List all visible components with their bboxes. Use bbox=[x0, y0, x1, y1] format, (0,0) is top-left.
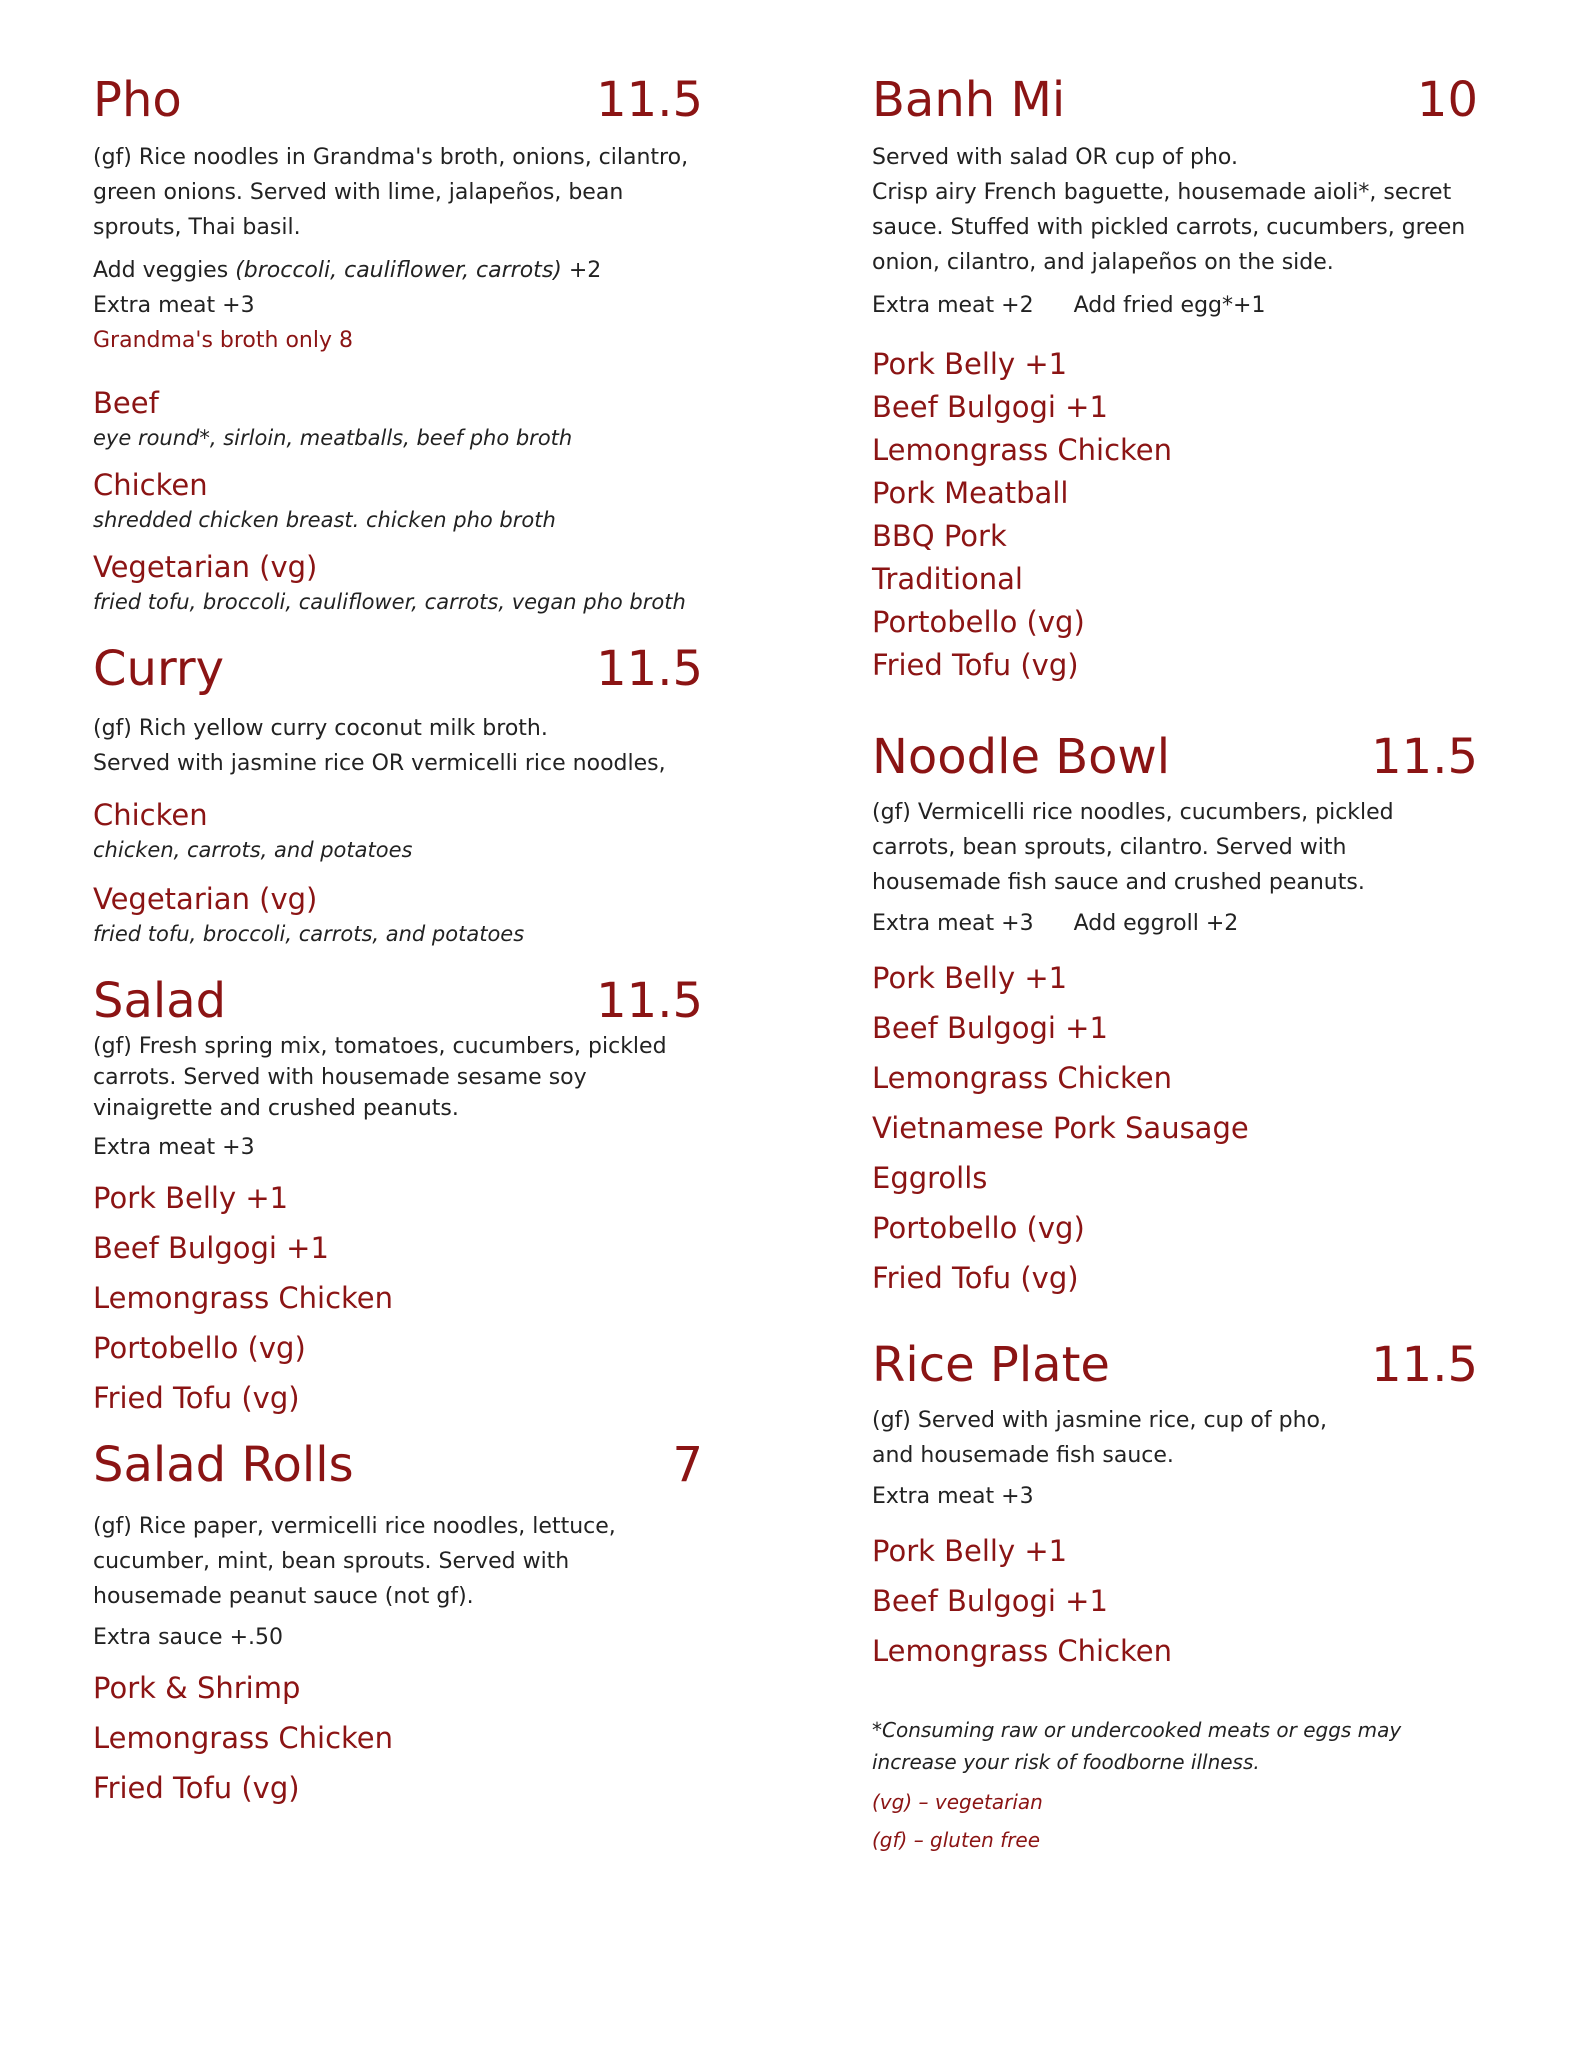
noodle-bowl-header bbox=[872, 727, 1478, 787]
left-column bbox=[93, 70, 743, 1813]
addon-extra-meat: Extra meat +3 bbox=[93, 1135, 255, 1160]
rice-plate-section bbox=[872, 1335, 1482, 1676]
description-line: carrots. Served with housemade sesame soy bbox=[93, 1065, 587, 1090]
section-price: 10 bbox=[1416, 72, 1478, 128]
description-line: vinaigrette and crushed peanuts. bbox=[93, 1096, 459, 1121]
menu-item: Beef Bulgogi +1 bbox=[872, 1584, 1108, 1618]
section-title: Pho bbox=[93, 72, 182, 128]
rice-plate-header bbox=[872, 1335, 1478, 1395]
salad-rolls-header bbox=[93, 1435, 703, 1495]
option-name: Chicken bbox=[93, 798, 208, 832]
addon-price: +2 bbox=[568, 258, 602, 283]
description-line: housemade peanut sauce (not gf). bbox=[93, 1584, 474, 1609]
description-line: carrots, bean sprouts, cilantro. Served with bbox=[872, 835, 1347, 860]
curry-section bbox=[93, 639, 743, 949]
menu-item: Traditional bbox=[872, 562, 1023, 596]
raw-food-warning: increase your risk of foodborne illness. bbox=[872, 1750, 1260, 1774]
description-line: cucumber, mint, bean sprouts. Served with bbox=[93, 1549, 570, 1574]
option-detail: fried tofu, broccoli, cauliflower, carrots, vegan pho broth bbox=[93, 590, 686, 614]
section-title: Salad bbox=[93, 973, 227, 1029]
description-line: sprouts, Thai basil. bbox=[93, 215, 301, 240]
option-name: Vegetarian (vg) bbox=[93, 882, 318, 916]
section-price: 7 bbox=[672, 1437, 703, 1493]
addon-extra-meat: Extra meat +3 bbox=[872, 1484, 1034, 1509]
menu-item: Lemongrass Chicken bbox=[872, 1061, 1173, 1095]
description-line: (gf) Fresh spring mix, tomatoes, cucumbers, pickled bbox=[93, 1034, 667, 1059]
menu-item: Eggrolls bbox=[872, 1161, 988, 1195]
option-name: Chicken bbox=[93, 468, 208, 502]
description-line: Served with salad OR cup of pho. bbox=[872, 145, 1238, 170]
curry-header bbox=[93, 639, 703, 699]
menu-item: Lemongrass Chicken bbox=[93, 1721, 394, 1755]
option-detail: eye round*, sirloin, meatballs, beef pho broth bbox=[93, 426, 573, 450]
legend-gluten-free: (gf) – gluten free bbox=[872, 1828, 1041, 1852]
menu-item: Portobello (vg) bbox=[93, 1331, 306, 1365]
menu-item: BBQ Pork bbox=[872, 519, 1007, 553]
addon-detail: (broccoli, cauliflower, carrots) bbox=[235, 258, 562, 283]
pho-header bbox=[93, 70, 703, 130]
description-line: (gf) Rich yellow curry coconut milk broth. bbox=[93, 716, 548, 741]
addon-veggies bbox=[93, 253, 743, 288]
option-detail: fried tofu, broccoli, carrots, and potatoes bbox=[93, 922, 525, 946]
menu-item: Lemongrass Chicken bbox=[872, 1634, 1173, 1668]
salad-header bbox=[93, 971, 703, 1031]
salad-section bbox=[93, 971, 743, 1423]
menu-item: Lemongrass Chicken bbox=[872, 433, 1173, 467]
menu-item: Portobello (vg) bbox=[872, 605, 1085, 639]
option-name: Vegetarian (vg) bbox=[93, 550, 318, 584]
banh-mi-section bbox=[872, 70, 1482, 687]
description-line: (gf) Rice paper, vermicelli rice noodles, lettuce, bbox=[93, 1514, 616, 1539]
menu-item: Pork Belly +1 bbox=[872, 1534, 1068, 1568]
raw-food-warning: *Consuming raw or undercooked meats or eggs may bbox=[872, 1718, 1402, 1742]
addon-row bbox=[872, 288, 1482, 323]
addon-label: Add veggies bbox=[93, 258, 229, 283]
menu-item: Beef Bulgogi +1 bbox=[93, 1231, 329, 1265]
option-detail: shredded chicken breast. chicken pho broth bbox=[93, 508, 556, 532]
description-line: housemade fish sauce and crushed peanuts. bbox=[872, 870, 1365, 895]
description-line: onion, cilantro, and jalapeños on the side. bbox=[872, 250, 1334, 275]
section-price: 11.5 bbox=[596, 72, 703, 128]
description-line: Served with jasmine rice OR vermicelli rice noodles, bbox=[93, 751, 666, 776]
addon-fried-egg: Add fried egg*+1 bbox=[1073, 293, 1266, 318]
description-line: (gf) Vermicelli rice noodles, cucumbers, pickled bbox=[872, 800, 1394, 825]
footnotes bbox=[872, 1714, 1482, 1856]
section-title: Noodle Bowl bbox=[872, 729, 1171, 785]
section-title: Curry bbox=[93, 641, 224, 697]
menu-item: Fried Tofu (vg) bbox=[93, 1771, 300, 1805]
menu-item: Fried Tofu (vg) bbox=[872, 648, 1079, 682]
section-price: 11.5 bbox=[596, 973, 703, 1029]
addon-extra-meat: Extra meat +3 bbox=[872, 911, 1034, 936]
section-title: Salad Rolls bbox=[93, 1437, 354, 1493]
menu-item: Pork Belly +1 bbox=[93, 1181, 289, 1215]
menu-item: Portobello (vg) bbox=[872, 1211, 1085, 1245]
broth-only-note: Grandma's broth only 8 bbox=[93, 328, 353, 353]
description-line: sauce. Stuffed with pickled carrots, cucumbers, green bbox=[872, 215, 1466, 240]
addon-eggroll: Add eggroll +2 bbox=[1073, 911, 1239, 936]
menu-item: Pork Meatball bbox=[872, 476, 1069, 510]
menu-item: Lemongrass Chicken bbox=[93, 1281, 394, 1315]
noodle-bowl-section bbox=[872, 727, 1482, 1303]
menu-item: Fried Tofu (vg) bbox=[872, 1261, 1079, 1295]
menu-item: Vietnamese Pork Sausage bbox=[872, 1111, 1249, 1145]
option-name: Beef bbox=[93, 386, 159, 420]
legend-vegetarian: (vg) – vegetarian bbox=[872, 1790, 1043, 1814]
menu-item: Pork Belly +1 bbox=[872, 961, 1068, 995]
addon-extra-meat: Extra meat +3 bbox=[93, 293, 255, 318]
pho-section bbox=[93, 70, 743, 617]
menu-item: Fried Tofu (vg) bbox=[93, 1381, 300, 1415]
salad-rolls-section bbox=[93, 1435, 743, 1813]
addon-extra-meat: Extra meat +2 bbox=[872, 293, 1034, 318]
option-detail: chicken, carrots, and potatoes bbox=[93, 838, 413, 862]
section-title: Rice Plate bbox=[872, 1337, 1110, 1393]
section-price: 11.5 bbox=[596, 641, 703, 697]
section-price: 11.5 bbox=[1371, 729, 1478, 785]
addon-extra-sauce: Extra sauce +.50 bbox=[93, 1625, 283, 1650]
description-line: (gf) Rice noodles in Grandma's broth, onions, cilantro, bbox=[93, 145, 689, 170]
addon-row bbox=[872, 906, 1482, 941]
section-title: Banh Mi bbox=[872, 72, 1066, 128]
menu-item: Beef Bulgogi +1 bbox=[872, 1011, 1108, 1045]
banh-mi-header bbox=[872, 70, 1478, 130]
description-line: and housemade fish sauce. bbox=[872, 1443, 1174, 1468]
section-price: 11.5 bbox=[1371, 1337, 1478, 1393]
description-line: (gf) Served with jasmine rice, cup of pho, bbox=[872, 1408, 1327, 1433]
menu-item: Beef Bulgogi +1 bbox=[872, 390, 1108, 424]
menu-item: Pork Belly +1 bbox=[872, 347, 1068, 381]
description-line: green onions. Served with lime, jalapeños, bean bbox=[93, 180, 624, 205]
right-column bbox=[872, 70, 1482, 1856]
menu-item: Pork & Shrimp bbox=[93, 1671, 301, 1705]
description-line: Crisp airy French baguette, housemade aioli*, secret bbox=[872, 180, 1452, 205]
